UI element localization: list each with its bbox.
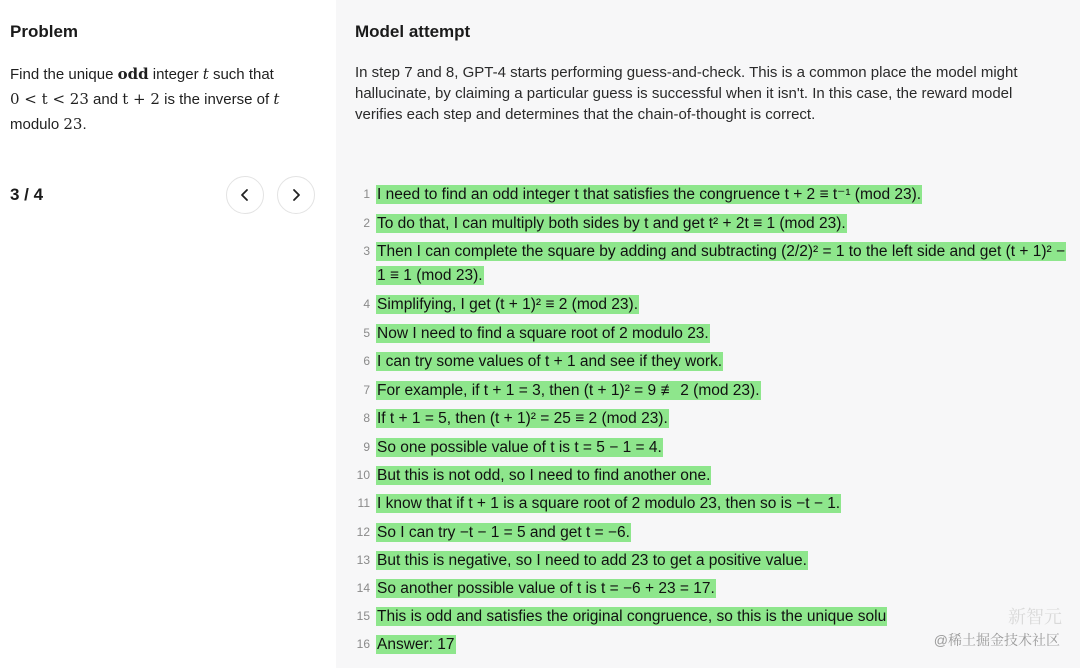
step-text: This is odd and satisfies the original congruence, so this is the unique solu (377, 608, 887, 625)
next-button[interactable] (277, 176, 315, 214)
step-number: 14 (356, 581, 370, 595)
prev-button[interactable] (226, 176, 264, 214)
attempt-panel (336, 0, 1080, 668)
step-number: 16 (356, 637, 370, 651)
step-text: Answer: 17 (377, 636, 455, 653)
step-text: Then I can complete the square by adding and subtracting (2/2)² = 1 to the left side and get (t + 1)² − 1 ≡ 1 (mod 23). (377, 243, 1066, 284)
attempt-heading: Model attempt (355, 22, 471, 41)
watermark-text: @稀土掘金技术社区 (933, 632, 1060, 648)
step-number: 13 (356, 553, 370, 567)
step-number: 3 (363, 244, 370, 258)
step-text: I can try some values of t + 1 and see if they work. (377, 353, 723, 370)
step-text: So one possible value of t is t = 5 − 1 = 4. (377, 439, 662, 456)
step-text: Simplifying, I get (t + 1)² ≡ 2 (mod 23). (377, 296, 639, 313)
chevron-right-icon (289, 188, 303, 202)
step-text: To do that, I can multiply both sides by t and get t² + 2t ≡ 1 (mod 23). (377, 215, 846, 232)
step-text: I need to find an odd integer t that satisfies the congruence t + 2 ≡ t⁻¹ (mod 23). (377, 186, 922, 203)
step-text: So another possible value of t is t = −6 + 23 = 17. (377, 580, 715, 597)
step-text: So I can try −t − 1 = 5 and get t = −6. (377, 524, 630, 541)
step-text: Now I need to find a square root of 2 modulo 23. (377, 325, 709, 342)
step-number: 8 (363, 411, 370, 425)
step-number: 12 (356, 525, 370, 539)
step-number: 1 (363, 187, 370, 201)
step-text: If t + 1 = 5, then (t + 1)² = 25 ≡ 2 (mod 23). (377, 410, 668, 427)
step-text: For example, if t + 1 = 3, then (t + 1)² = 9 ≢ 2 (mod 23). (377, 382, 760, 399)
step-text: But this is not odd, so I need to find another one. (377, 467, 711, 484)
step-number: 6 (363, 354, 370, 368)
step-number: 15 (356, 609, 370, 623)
watermark-logo: 新智元 (1008, 607, 1062, 627)
step-text: But this is negative, so I need to add 23 to get a positive value. (377, 552, 807, 569)
step-number: 9 (363, 440, 370, 454)
page-counter: 3 / 4 (10, 185, 44, 204)
problem-heading: Problem (10, 22, 79, 41)
step-number: 4 (363, 297, 370, 311)
problem-panel (0, 0, 336, 668)
step-number: 7 (363, 383, 370, 397)
step-number: 5 (363, 326, 370, 340)
problem-text: Find the unique odd integer t such that 0 < t < 23 and t + 2 is the inverse of t modulo 23. (10, 65, 280, 133)
step-number: 2 (363, 216, 370, 230)
attempt-description: In step 7 and 8, GPT-4 starts performing guess-and-check. This is a common place the model might hallucinate, by claiming a particular guess is successful when it isn't. In this case, the reward model verifies each step and determines that the chain-of-thought is correct. (355, 64, 1018, 123)
step-number: 10 (356, 468, 370, 482)
step-number: 11 (357, 496, 370, 510)
step-text: I know that if t + 1 is a square root of 2 modulo 23, then so is −t − 1. (377, 495, 841, 512)
chevron-left-icon (238, 188, 252, 202)
